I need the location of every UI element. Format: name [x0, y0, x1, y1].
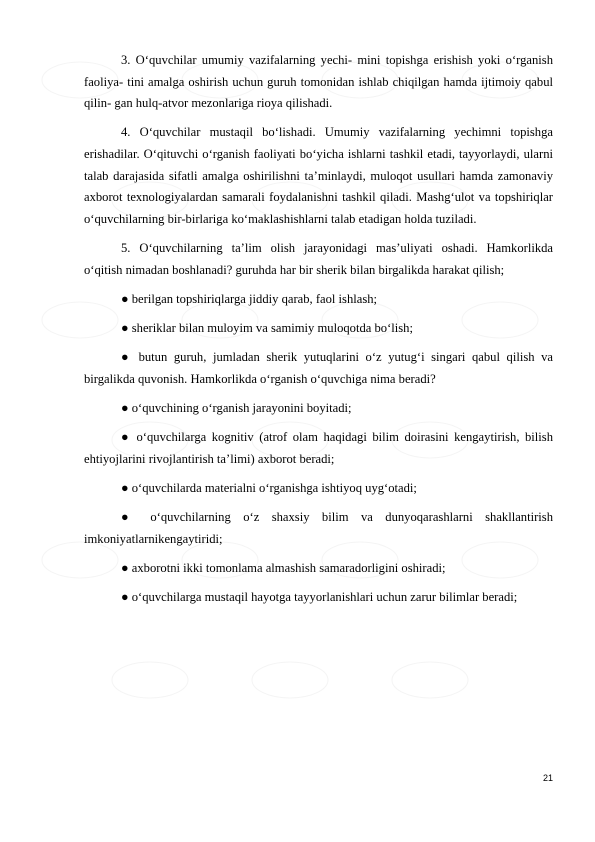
paragraph-3-norms: 3. O‘quvchilar umumiy vazifalarning yechi- mini topishga erishish yoki o‘rganish faoliya- tini amalga oshirish uchun guruh tomonidan ishlab chiqilgan hamda ijtimoiy qabul qilin- gan hulq-atvor mezonlariga rioya qilishadi.: [84, 53, 553, 111]
bullet-two-way-exchange: ● axborotni ikki tomonlama almashish samaradorligini oshiradi;: [121, 560, 446, 575]
bullet-enriches-learning: ● o‘quvchining o‘rganish jarayonini boyitadi;: [121, 400, 352, 415]
bullet-personal-worldview: ● o‘quvchilarning o‘z shaxsiy bilim va dunyoqarashlarni shakllantirish imkoniyatlarnikengaytiridi;: [84, 510, 553, 546]
page-number: 21: [542, 773, 553, 783]
paragraph-4-independence: 4. O‘quvchilar mustaqil bo‘lishadi. Umumiy vazifalarning yechimni topishga erishadilar. O‘qituvchi o‘rganish faoliyati bo‘yicha ishlarni tashkil etadi, tayyorlaydi, ularni talab darajasida sifatli amalga oshirilishni ta’minlaydi, muloqot usullari hamda zamonaviy axborot texnologiyalardan samarali foydalanishni tashkil qiladi. Mashg‘ulot va topshiriqlar o‘quvchilarning bir-birlariga ko‘maklashishlarni talab etadigan holda tuziladi.: [84, 125, 553, 226]
paragraph-5-responsibility: 5. O‘quvchilarning ta’lim olish jarayonidagi mas’uliyati oshadi. Hamkorlikda o‘qitish nimadan boshlanadi? guruhda har bir sherik bilan birgalikda harakat qilish;: [84, 240, 553, 277]
bullet-interest-in-material: ● o‘quvchilarda materialni o‘rganishga ishtiyoq uyg‘otadi;: [121, 480, 417, 495]
bullet-independent-life: ● o‘quvchilarga mustaqil hayotga tayyorlanishlari uchun zarur bilimlar beradi;: [121, 590, 518, 604]
document-body: [84, 50, 553, 609]
bullet-friendly-communication: ● sheriklar bilan muloyim va samimiy muloqotda bo‘lish;: [121, 320, 413, 335]
bullet-active-work: ● berilgan topshiriqlarga jiddiy qarab, faol ishlash;: [121, 291, 378, 306]
bullet-shared-success: ● butun guruh, jumladan sherik yutuqlarini o‘z yutug‘i singari qabul qilish va birgalikda quvonish. Hamkorlikda o‘rganish o‘quvchiga nima beradi?: [84, 350, 553, 386]
bullet-cognitive-information: ● o‘quvchilarga kognitiv (atrof olam haqidagi bilim doirasini kengaytirish, bilish ehtiyojlarini rivojlantirish ta’limi) axborot beradi;: [84, 430, 553, 466]
